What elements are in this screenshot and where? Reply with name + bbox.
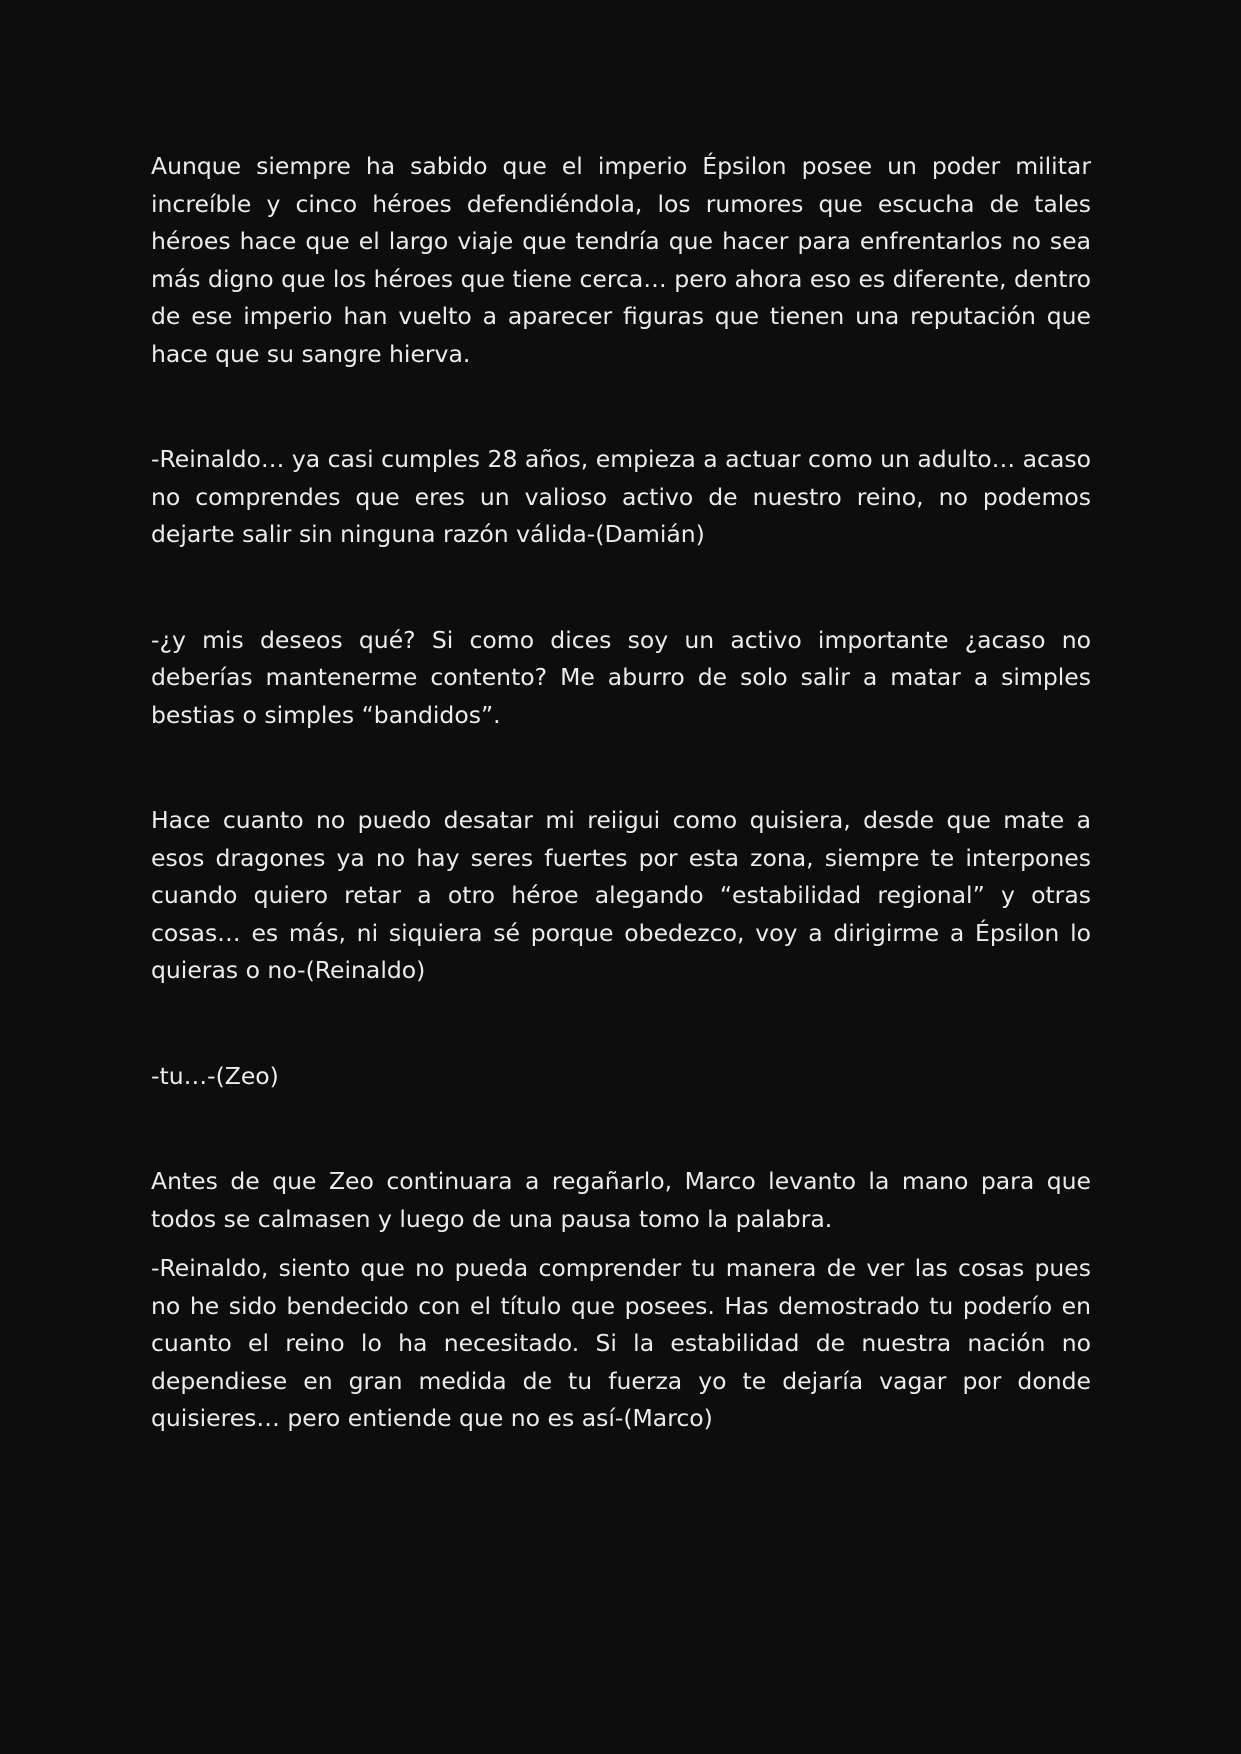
document-body <box>151 148 1091 1438</box>
paragraph-dialogue-zeo: -tu…-(Zeo) <box>151 1061 279 1090</box>
paragraph-spacer <box>151 373 1091 441</box>
paragraph-dialogue-reinaldo-1: -¿y mis deseos qué? Si como dices soy un activo importante ¿acaso no deberías mantenerme contento? Me aburro de solo salir a matar a simples bestias o simples “bandidos”. <box>151 625 1091 729</box>
paragraph-dialogue-damian: -Reinaldo… ya casi cumples 28 años, empieza a actuar como un adulto… acaso no comprendes que eres un valioso activo de nuestro reino, no podemos dejarte salir sin ninguna razón válida-(Damián) <box>151 445 1091 548</box>
paragraph-spacer <box>151 734 1091 802</box>
paragraph-spacer <box>151 1238 1091 1250</box>
paragraph-narration-1: Aunque siempre ha sabido que el imperio Épsilon posee un poder militar increíble y cinco héroes defendiéndola, los rumores que escucha de tales héroes hace que el largo viaje que tendría que hacer para enfrentarlos no sea más digno que los héroes que tiene cerca… pero ahora eso es diferente, dentro de ese imperio han vuelto a aparecer figuras que tienen una reputación que hace que su sangre hierva. <box>151 152 1091 368</box>
paragraph-spacer <box>151 990 1091 1058</box>
paragraph-spacer <box>151 1095 1091 1163</box>
paragraph-spacer <box>151 554 1091 622</box>
paragraph-narration-2: Antes de que Zeo continuara a regañarlo, Marco levanto la mano para que todos se calmasen y luego de una pausa tomo la palabra. <box>151 1167 1091 1233</box>
paragraph-dialogue-reinaldo-2: Hace cuanto no puedo desatar mi reiigui como quisiera, desde que mate a esos dragones ya no hay seres fuertes por esta zona, siempre te interpones cuando quiero retar a otro héroe alegando “estabilidad regional” y otras cosas… es más, ni siquiera sé porque obedezco, voy a dirigirme a Épsilon lo quieras o no-(Reinaldo) <box>151 806 1091 984</box>
paragraph-dialogue-marco: -Reinaldo, siento que no pueda comprender tu manera de ver las cosas pues no he sido bendecido con el título que posees. Has demostrado tu poderío en cuanto el reino lo ha necesitado. Si la estabilidad de nuestra nación no dependiese en gran medida de tu fuerza yo te dejaría vagar por donde quisieres… pero entiende que no es así-(Marco) <box>151 1254 1091 1432</box>
